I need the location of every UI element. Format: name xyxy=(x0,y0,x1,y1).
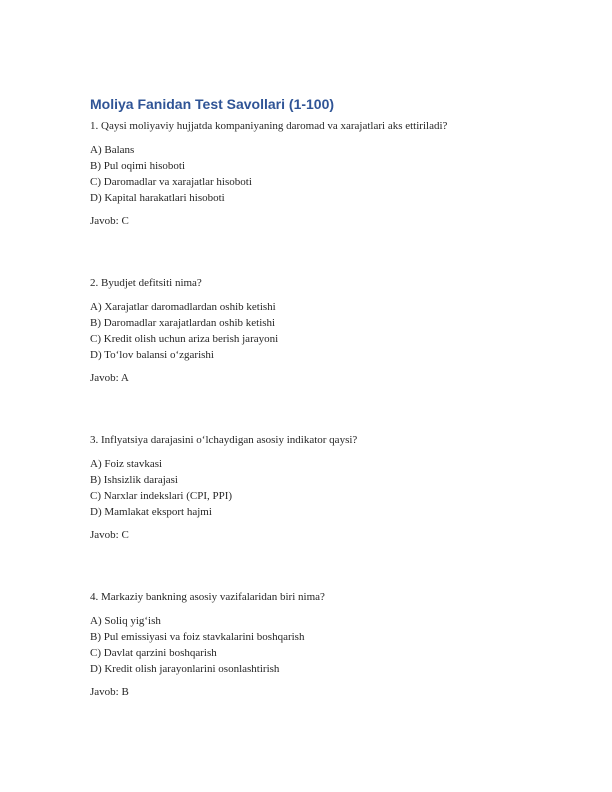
question-block-1 xyxy=(90,118,526,229)
question-block-3 xyxy=(90,432,526,543)
question-text: 4. Markaziy bankning asosiy vazifalaridan biri nima? xyxy=(90,591,325,603)
question-text: 2. Byudjet defitsiti nima? xyxy=(90,277,202,289)
document-content xyxy=(90,95,526,746)
answer-line: Javob: B xyxy=(90,686,129,698)
answer-line: Javob: A xyxy=(90,372,129,384)
options-list xyxy=(90,299,526,363)
option-c: C) Kredit olish uchun ariza berish jarayoni xyxy=(90,333,279,345)
options-list xyxy=(90,456,526,520)
option-c: C) Davlat qarzini boshqarish xyxy=(90,647,217,659)
answer-line: Javob: C xyxy=(90,215,129,227)
option-d: D) Mamlakat eksport hajmi xyxy=(90,506,212,518)
option-d: D) Toʻlov balansi oʻzgarishi xyxy=(90,349,214,361)
document-title: Moliya Fanidan Test Savollari (1-100) xyxy=(90,96,335,112)
option-c: C) Narxlar indekslari (CPI, PPI) xyxy=(90,490,233,502)
option-b: B) Pul emissiyasi va foiz stavkalarini boshqarish xyxy=(90,631,305,643)
option-d: D) Kapital harakatlari hisoboti xyxy=(90,192,225,204)
option-b: B) Pul oqimi hisoboti xyxy=(90,160,186,172)
option-a: A) Balans xyxy=(90,144,135,156)
option-c: C) Daromadlar va xarajatlar hisoboti xyxy=(90,176,252,188)
question-block-2 xyxy=(90,275,526,386)
option-b: B) Daromadlar xarajatlardan oshib ketishi xyxy=(90,317,276,329)
question-text: 1. Qaysi moliyaviy hujjatda kompaniyaning daromad va xarajatlari aks ettiriladi? xyxy=(90,120,448,132)
option-a: A) Foiz stavkasi xyxy=(90,458,163,470)
option-a: A) Soliq yigʻish xyxy=(90,615,161,627)
option-d: D) Kredit olish jarayonlarini osonlashtirish xyxy=(90,663,280,675)
question-block-4 xyxy=(90,589,526,700)
option-b: B) Ishsizlik darajasi xyxy=(90,474,178,486)
answer-line: Javob: C xyxy=(90,529,129,541)
options-list xyxy=(90,613,526,677)
question-text: 3. Inflyatsiya darajasini oʻlchaydigan asosiy indikator qaysi? xyxy=(90,434,358,446)
option-a: A) Xarajatlar daromadlardan oshib ketishi xyxy=(90,301,276,313)
options-list xyxy=(90,142,526,206)
